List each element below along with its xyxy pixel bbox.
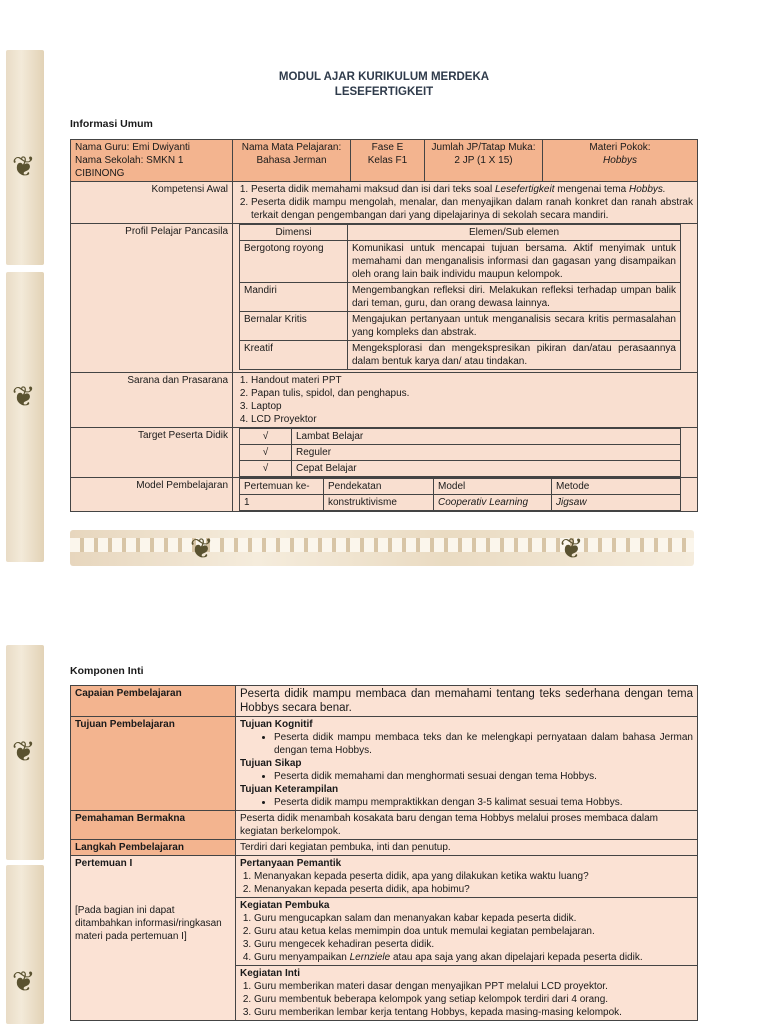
phase-value: Kelas F1 — [367, 155, 408, 166]
sarana-item: 3. Laptop — [251, 400, 693, 413]
model-header: Model — [434, 479, 552, 495]
jp-value: 2 JP (1 X 15) — [454, 155, 513, 166]
target-inner-table — [239, 428, 681, 477]
title-line-2: LESEFERTIGKEIT — [334, 86, 434, 98]
capaian-label: Capaian Pembelajaran — [71, 686, 236, 717]
pembuka-text: atau apa saja yang akan dipelajari kepada peserta didik. — [390, 952, 643, 963]
decorative-banner — [70, 530, 694, 566]
profil-label: Profil Pelajar Pancasila — [71, 224, 233, 373]
model-header: Metode — [552, 479, 681, 495]
kompetensi-text: Peserta didik memahami maksud dan isi dari teks soal — [251, 184, 495, 195]
pemahaman-text: Peserta didik menambah kosakata baru dengan tema Hobbys melalui proses membaca dalam kegiatan berkelompok. — [236, 811, 698, 840]
decorative-strip-bottom — [6, 865, 44, 1024]
topic-label: Materi Pokok: — [589, 142, 651, 153]
target-item: Cepat Belajar — [292, 461, 681, 477]
pertemuan-content — [236, 856, 698, 1021]
model-inner-table — [239, 478, 681, 511]
kompetensi-awal-label: Kompetensi Awal — [71, 182, 233, 224]
komponen-inti-table — [70, 685, 698, 1021]
keterampilan-item: • Peserta didik mampu mempraktikkan dengan 3-5 kalimat sesuai tema Hobbys. — [274, 796, 693, 809]
pemahaman-row — [71, 811, 698, 840]
kompetensi-text: mengenai tema — [554, 184, 629, 195]
profil-row — [71, 224, 698, 373]
subject-cell — [233, 140, 351, 182]
kompetensi-awal-content — [233, 182, 698, 224]
sarana-content — [233, 373, 698, 428]
model-header: Pendekatan — [324, 479, 434, 495]
profil-dimension-row — [240, 241, 681, 283]
inti-title: Kegiatan Inti — [240, 968, 301, 979]
model-header: Pertemuan ke- — [240, 479, 324, 495]
topic-cell — [543, 140, 698, 182]
elemen-cell: Mengeksplorasi dan mengekspresikan pikiran dan/atau perasaannya dalam bentuk karya dan/ atau tindakan. — [348, 341, 681, 370]
subject-value: Bahasa Jerman — [256, 155, 327, 166]
keterampilan-title: Tujuan Keterampilan — [240, 784, 339, 795]
model-row — [71, 478, 698, 512]
model-label: Model Pembelajaran — [71, 478, 233, 512]
header-row — [71, 140, 698, 182]
pembuka-item: 1. Guru mengucapkan salam dan menanyakan kabar kepada peserta didik. — [254, 912, 693, 925]
dimensi-cell: Kreatif — [240, 341, 348, 370]
kompetensi-italic: Lesefertigkeit — [495, 184, 555, 195]
pembuka-item — [254, 951, 693, 964]
elemen-cell: Mengajukan pertanyaan untuk menganalisis secara kritis permasalahan yang kompleks dan abstrak. — [348, 312, 681, 341]
tujuan-content — [236, 717, 698, 811]
sikap-item: • Peserta didik memahami dan menghormati sesuai dengan tema Hobbys. — [274, 770, 693, 783]
model-content — [233, 478, 698, 512]
target-item: Lambat Belajar — [292, 429, 681, 445]
teacher-name: Nama Guru: Emi Dwiyanti — [75, 142, 191, 153]
jp-cell — [425, 140, 543, 182]
jp-label: Jumlah JP/Tatap Muka: — [431, 142, 536, 153]
sarana-item: 4. LCD Proyektor — [251, 413, 693, 426]
kompetensi-item-2: 2. Peserta didik mampu mengolah, menalar, dan menyajikan dalam ranah konkret dan ranah abstrak terkait dengan pengembangan dari yang dipelajarinya di sekolah secara mandiri. — [251, 196, 693, 222]
target-row — [71, 428, 698, 478]
pembuka-block — [236, 898, 697, 966]
sikap-title: Tujuan Sikap — [240, 758, 302, 769]
langkah-row — [71, 840, 698, 856]
kompetensi-item-1 — [251, 183, 693, 196]
banner-pattern — [70, 538, 694, 552]
section-informasi-umum: Informasi Umum — [70, 118, 153, 130]
teacher-cell — [71, 140, 233, 182]
elemen-cell: Komunikasi untuk mencapai tujuan bersama. Aktif menyimak untuk memahami dan menganalisis informasi dan gagasan yang disampaikan oleh orang lain baik individu maupun kelompok. — [348, 241, 681, 283]
fern-icon: ❦ — [12, 965, 36, 998]
topic-value: Hobbys — [603, 155, 637, 166]
pemantik-item: 2. Menanyakan kepada peserta didik, apa hobimu? — [254, 883, 693, 896]
target-content — [233, 428, 698, 478]
pertemuan-note: [Pada bagian ini dapat ditambahkan informasi/ringkasan materi pada pertemuan I] — [75, 905, 222, 942]
capaian-text: Peserta didik mampu membaca dan memahami tentang teks sederhana dengan tema Hobbys secara benar. — [236, 686, 698, 717]
fern-icon: ❦ — [12, 380, 36, 413]
pembuka-italic: Lernziele — [349, 952, 391, 963]
sarana-item: 1. Handout materi PPT — [251, 374, 693, 387]
profil-content — [233, 224, 698, 373]
pertemuan-label: Pertemuan I — [75, 858, 133, 869]
pertemuan-label-cell — [71, 856, 236, 1021]
kompetensi-awal-row — [71, 182, 698, 224]
inti-item: 1. Guru memberikan materi dasar dengan menyajikan PPT melalui LCD proyektor. — [254, 980, 693, 993]
dimensi-cell: Bergotong royong — [240, 241, 348, 283]
pemantik-item: 1. Menanyakan kepada peserta didik, apa yang dilakukan ketika waktu luang? — [254, 870, 693, 883]
target-item: Reguler — [292, 445, 681, 461]
profil-dimension-row — [240, 341, 681, 370]
model-value: Cooperativ Learning — [434, 495, 552, 511]
dimensi-cell: Mandiri — [240, 283, 348, 312]
subject-label: Nama Mata Pelajaran: — [241, 142, 342, 153]
tujuan-label: Tujuan Pembelajaran — [71, 717, 236, 811]
model-value: 1 — [240, 495, 324, 511]
col-dimensi: Dimensi — [240, 225, 348, 241]
check-icon: √ — [240, 445, 292, 461]
pemantik-block — [236, 856, 697, 898]
phase-label: Fase E — [371, 142, 404, 153]
inti-item: 3. Guru memberikan lembar kerja tentang Hobbys, kepada masing-masing kelompok. — [254, 1006, 693, 1019]
profil-inner-table — [239, 224, 681, 370]
profil-dimension-row — [240, 283, 681, 312]
fern-icon: ❦ — [560, 532, 584, 565]
target-label: Target Peserta Didik — [71, 428, 233, 478]
informasi-umum-table — [70, 139, 698, 512]
model-value: konstruktivisme — [324, 495, 434, 511]
tujuan-row — [71, 717, 698, 811]
fern-icon: ❦ — [190, 532, 214, 565]
kognitif-title: Tujuan Kognitif — [240, 719, 313, 730]
decorative-strip-middle — [6, 272, 44, 562]
pemahaman-label: Pemahaman Bermakna — [71, 811, 236, 840]
pembuka-item: 3. Guru mengecek kehadiran peserta didik. — [254, 938, 693, 951]
profil-dimension-row — [240, 312, 681, 341]
title-line-1: MODUL AJAR KURIKULUM MERDEKA — [278, 71, 490, 83]
col-elemen: Elemen/Sub elemen — [348, 225, 681, 241]
sarana-row — [71, 373, 698, 428]
school-name: Nama Sekolah: SMKN 1 CIBINONG — [75, 155, 184, 179]
model-value: Jigsaw — [552, 495, 681, 511]
fern-icon: ❦ — [12, 150, 36, 183]
kognitif-item: • Peserta didik mampu membaca teks dan ke melengkapi pernyataan dalam bahasa Jerman dengan tema Hobbys. — [274, 731, 693, 757]
langkah-label: Langkah Pembelajaran — [71, 840, 236, 856]
check-icon: √ — [240, 429, 292, 445]
langkah-text: Terdiri dari kegiatan pembuka, inti dan penutup. — [236, 840, 698, 856]
page-title — [0, 70, 768, 100]
phase-cell — [351, 140, 425, 182]
kompetensi-italic: Hobbys. — [628, 184, 666, 195]
pembuka-text: Guru menyampaikan — [254, 952, 350, 963]
dimensi-cell: Bernalar Kritis — [240, 312, 348, 341]
pemantik-title: Pertanyaan Pemantik — [240, 858, 342, 869]
sarana-label: Sarana dan Prasarana — [71, 373, 233, 428]
capaian-row — [71, 686, 698, 717]
inti-block — [236, 966, 697, 1020]
section-komponen-inti: Komponen Inti — [70, 665, 144, 677]
fern-icon: ❦ — [12, 735, 36, 768]
pertemuan-row — [71, 856, 698, 1021]
inti-item: 2. Guru membentuk beberapa kelompok yang setiap kelompok terdiri dari 4 orang. — [254, 993, 693, 1006]
pembuka-title: Kegiatan Pembuka — [240, 900, 330, 911]
check-icon: √ — [240, 461, 292, 477]
sarana-item: 2. Papan tulis, spidol, dan penghapus. — [251, 387, 693, 400]
elemen-cell: Mengembangkan refleksi diri. Melakukan refleksi terhadap umpan balik dari teman, guru, dan orang dewasa lainnya. — [348, 283, 681, 312]
pembuka-item: 2. Guru atau ketua kelas memimpin doa untuk memulai kegiatan pembelajaran. — [254, 925, 693, 938]
